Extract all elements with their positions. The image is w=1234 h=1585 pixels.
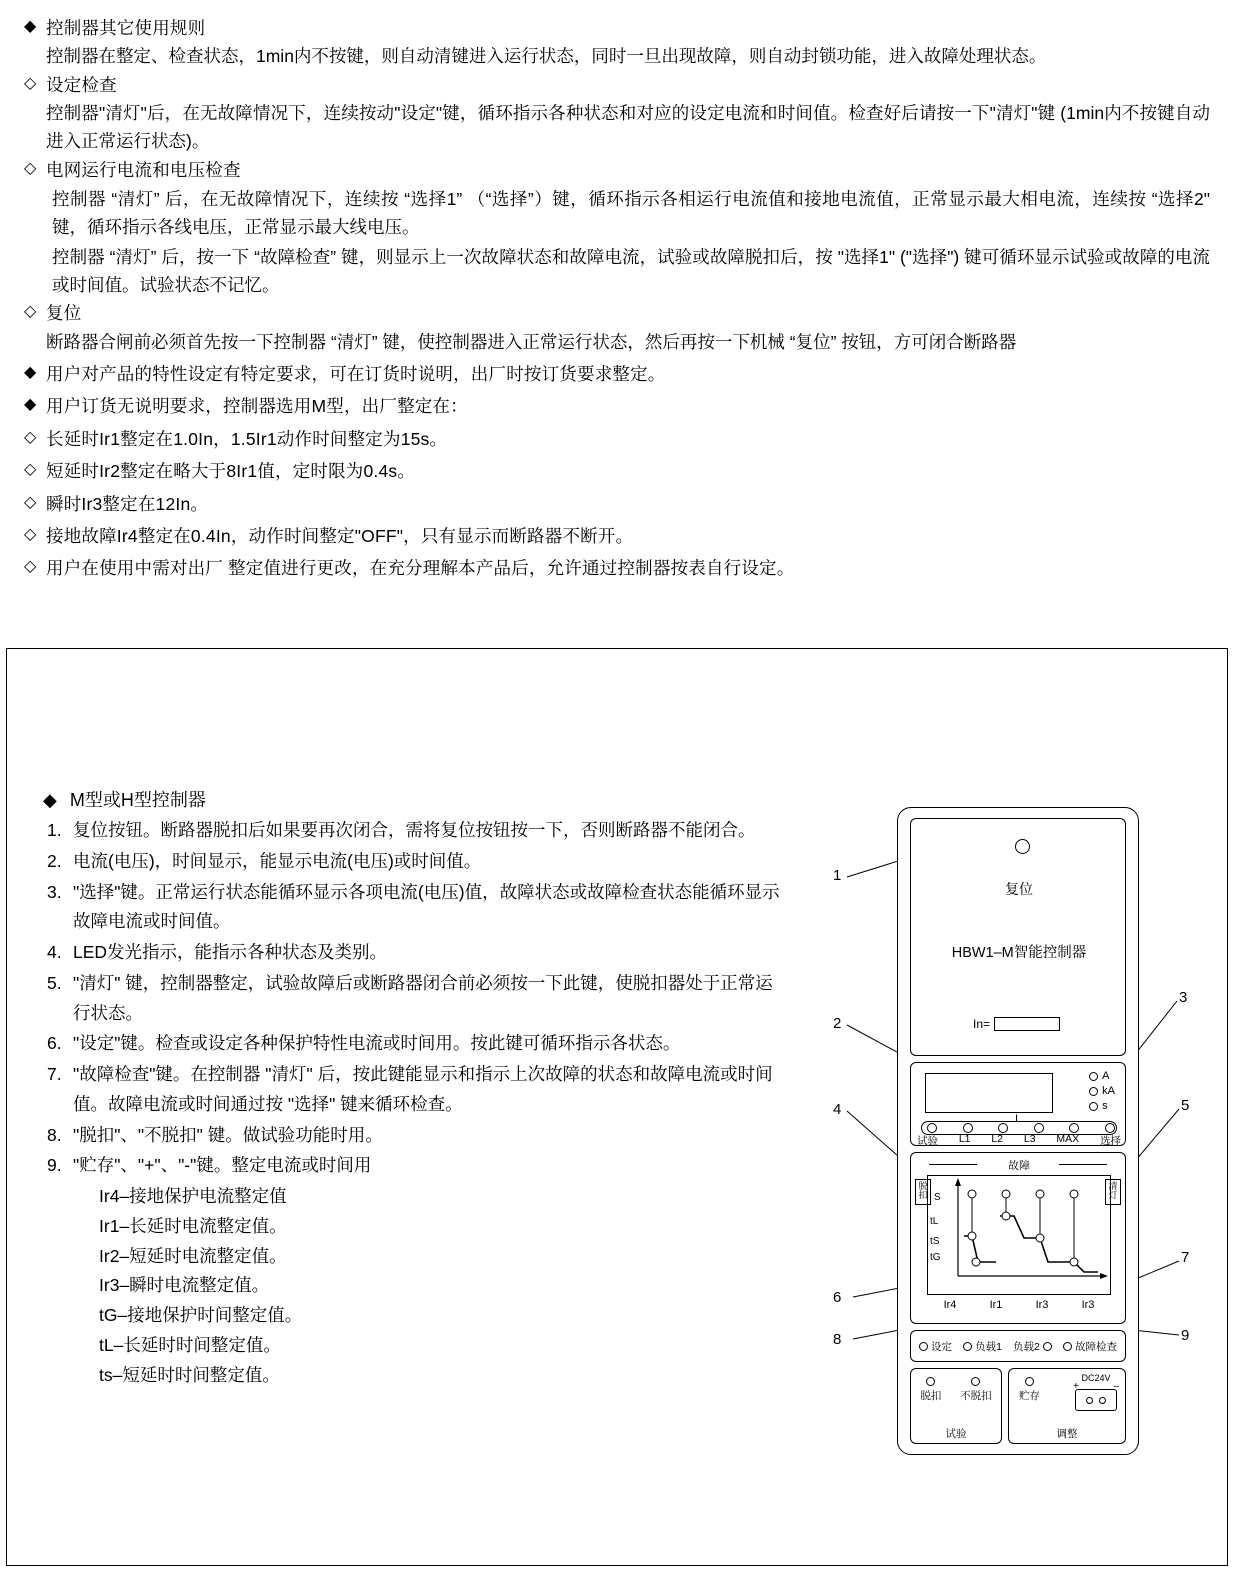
list-item-number: 8. <box>47 1124 62 1145</box>
trip-test-key[interactable] <box>920 1377 941 1403</box>
rule-body: 控制器 “清灯” 后，在无故障情况下，连续按 “选择1” （“选择”）键，循环指示各相运行电流值和接地电流值，正常显示最大相电流，连续按 “选择2" 键，循环指示各线电压，正常显示最大线电压。 <box>52 189 1210 238</box>
device-top-panel <box>910 818 1126 1056</box>
dc-terminal-minus-icon <box>1099 1397 1106 1404</box>
device-function-key-row <box>910 1330 1126 1362</box>
bullet-marker: ◇ <box>24 493 37 511</box>
curve-svg <box>928 1176 1110 1294</box>
bullet-marker: ◆ <box>24 364 37 382</box>
led-label-l2: L2 <box>991 1133 1004 1145</box>
fault-check-label: 故障检查 <box>1074 1340 1117 1353</box>
load2-label: 负载2 <box>1013 1340 1040 1353</box>
note-text: 用户订货无说明要求，控制器选用M型，出厂整定在： <box>46 396 468 417</box>
figure-title-text: M型或H型控制器 <box>69 790 206 810</box>
list-item-number: 9. <box>47 1155 62 1176</box>
figure-title <box>43 786 206 812</box>
fault-rule-right <box>1059 1164 1107 1165</box>
sub-item: tG–接地保护时间整定值。 <box>99 1305 303 1325</box>
note-item <box>24 360 1210 388</box>
bullet-marker: ◇ <box>24 74 37 92</box>
adjust-group-caption: 调整 <box>1056 1428 1078 1440</box>
fault-caption: 故障 <box>1008 1160 1030 1172</box>
no-trip-test-dot-icon <box>971 1377 980 1386</box>
list-item-text: 电流(电压)，时间显示，能显示电流(电压)或时间值。 <box>73 850 482 871</box>
reset-button-hole-icon[interactable] <box>1015 839 1030 854</box>
store-key[interactable] <box>1019 1377 1040 1403</box>
note-text: 瞬时Ir3整定在12In。 <box>46 493 209 514</box>
list-item-text: "选择"键。正常运行状态能循环显示各项电流(电压)值，故障状态或故障检查状态能循环显示故障电流或时间值。 <box>73 881 780 932</box>
rule-body: 控制器在整定、检查状态，1min内不按键，则自动清键进入运行状态，同时一旦出现故障，则自动封锁功能，进入故障处理状态。 <box>46 46 1047 67</box>
list-item-text: LED发光指示，能指示各种状态及类别。 <box>73 942 388 962</box>
sub-item: tL–长延时时间整定值。 <box>99 1334 281 1355</box>
led-test-icon <box>927 1123 937 1133</box>
controller-device-illustration <box>897 807 1139 1455</box>
list-item <box>47 1029 787 1059</box>
fault-check-dot-icon <box>1063 1342 1072 1351</box>
rule-title: 复位 <box>46 303 82 324</box>
led-l3-icon <box>1034 1123 1044 1133</box>
figure-item-list <box>47 816 787 1390</box>
list-item-text: "设定"键。检查或设定各种保护特性电流或时间用。按此键可循环指示各状态。 <box>73 1033 681 1054</box>
rule-item <box>24 14 1210 42</box>
unit-ka-label: kA <box>1102 1084 1115 1097</box>
led-l2-icon <box>998 1123 1008 1133</box>
rule-item <box>24 156 1210 184</box>
list-item <box>47 938 787 968</box>
list-item <box>47 1060 787 1120</box>
curve-x-ir3a: Ir3 <box>1035 1299 1049 1311</box>
list-item <box>47 816 787 846</box>
in-rating-row <box>973 1017 1060 1031</box>
load2-dot-icon <box>1043 1342 1052 1351</box>
sub-item: Ir3–瞬时电流整定值。 <box>99 1275 270 1296</box>
rule-title: 电网运行电流和电压检查 <box>46 159 241 180</box>
device-display-panel <box>910 1062 1126 1146</box>
unit-led-a-icon <box>1089 1072 1098 1081</box>
bullet-marker: ◇ <box>24 461 37 479</box>
test-group-caption: 试验 <box>945 1428 967 1440</box>
led-dots <box>927 1123 1115 1133</box>
test-keys <box>911 1377 1001 1403</box>
fault-check-key[interactable] <box>1063 1339 1117 1354</box>
setting-key-label: 设定 <box>931 1340 952 1353</box>
callout-9: 9 <box>1181 1327 1190 1344</box>
rule-item <box>24 71 1210 99</box>
lcd-display <box>925 1073 1053 1113</box>
bullet-marker: ◇ <box>24 525 37 543</box>
list-item <box>47 878 787 938</box>
in-value-box <box>994 1017 1060 1031</box>
led-labels <box>917 1133 1121 1148</box>
curve-x-labels <box>927 1299 1111 1311</box>
callout-4: 4 <box>833 1101 842 1118</box>
note-text: 长延时Ir1整定在1.0In，1.5Ir1动作时间整定为15s。 <box>46 428 448 449</box>
adjust-key-group <box>1008 1368 1126 1444</box>
led-l1-icon <box>963 1123 973 1133</box>
current-symbol: I <box>1015 1113 1019 1125</box>
led-select-icon[interactable] <box>1105 1123 1115 1133</box>
in-label: In= <box>973 1017 991 1031</box>
svg-text:tL: tL <box>930 1216 939 1227</box>
store-key-dot-icon <box>1025 1377 1034 1386</box>
bullet-marker: ◇ <box>24 303 37 321</box>
curve-x-ir1: Ir1 <box>989 1299 1003 1311</box>
no-trip-test-key[interactable] <box>960 1377 992 1403</box>
note-item <box>24 457 1210 485</box>
fault-rule-left <box>929 1164 977 1165</box>
dc-minus-label: – <box>1113 1381 1119 1392</box>
callout-2: 2 <box>833 1015 842 1032</box>
bullet-marker: ◆ <box>24 396 37 414</box>
note-text: 用户对产品的特性设定有特定要求，可在订货时说明，出厂时按订货要求整定。 <box>46 364 666 385</box>
rule-body: 断路器合闸前必须首先按一下控制器 “清灯” 键，使控制器进入正常运行状态，然后再按一下机械 “复位” 按钮，方可闭合断路器 <box>46 331 1017 352</box>
list-item-text: "清灯" 键，控制器整定，试验故障后或断路器闭合前必须按一下此键，使脱扣器处于正常运行状态。 <box>73 972 773 1023</box>
trip-test-dot-icon <box>926 1377 935 1386</box>
list-item-number: 7. <box>47 1064 62 1084</box>
dc-supply-label: DC24V <box>1081 1373 1111 1383</box>
list-item-number: 5. <box>47 972 62 993</box>
led-label-max: MAX <box>1056 1133 1080 1145</box>
callout-1: 1 <box>833 867 842 884</box>
callout-5: 5 <box>1181 1097 1190 1114</box>
dc-terminal-block[interactable] <box>1075 1389 1117 1411</box>
note-item <box>24 490 1210 518</box>
svg-text:tG: tG <box>930 1252 941 1263</box>
test-key-group <box>910 1368 1002 1444</box>
clear-lamp-key[interactable]: 清灯 <box>1105 1179 1121 1205</box>
sub-item: Ir4–接地保护电流整定值 <box>99 1186 287 1206</box>
callout-7: 7 <box>1181 1249 1190 1266</box>
load1-dot-icon <box>963 1342 972 1351</box>
rule-body: 控制器"清灯"后，在无故障情况下，连续按动"设定"键，循环指示各种状态和对应的设定电流和时间值。检查好后请按一下"清灯"键 (1min内不按键自动进入正常运行状态)。 <box>46 103 1210 152</box>
list-item-text: "脱扣"、"不脱扣" 键。做试验功能时用。 <box>73 1124 383 1145</box>
load1-indicator <box>963 1339 1002 1354</box>
led-label-l1: L1 <box>958 1133 971 1145</box>
protection-curve-graphic <box>927 1175 1111 1295</box>
unit-led-s-icon <box>1089 1102 1098 1111</box>
note-item <box>24 392 1210 420</box>
note-text: 用户在使用中需对出厂 整定值进行更改，在充分理解本产品后，允许通过控制器按表自行设定。 <box>46 558 795 579</box>
top-text-section <box>0 0 1234 583</box>
reset-label: 复位 <box>1005 881 1033 897</box>
device-curve-panel <box>910 1152 1126 1324</box>
svg-text:S: S <box>934 1192 941 1203</box>
dc-plus-label: + <box>1073 1381 1079 1392</box>
list-item-number: 6. <box>47 1033 62 1054</box>
list-item <box>47 1151 787 1181</box>
bullet-marker: ◇ <box>24 159 37 177</box>
store-key-label: 贮存 <box>1019 1390 1040 1402</box>
note-item <box>24 554 1210 582</box>
bullet-marker: ◆ <box>24 18 37 35</box>
note-text: 接地故障Ir4整定在0.4In，动作时间整定"OFF"，只有显示而断路器不断开。 <box>46 525 634 546</box>
no-trip-test-label: 不脱扣 <box>960 1390 992 1402</box>
list-item-number: 2. <box>47 850 62 871</box>
note-item <box>24 425 1210 453</box>
led-max-icon <box>1069 1123 1079 1133</box>
load2-indicator <box>1013 1339 1052 1354</box>
unit-indicators <box>1089 1069 1115 1114</box>
trip-test-label: 脱扣 <box>920 1390 942 1402</box>
bullet-marker: ◇ <box>24 428 37 446</box>
setting-key-dot-icon <box>919 1342 928 1351</box>
led-label-l3: L3 <box>1023 1133 1036 1145</box>
sub-item: Ir1–长延时电流整定值。 <box>99 1215 287 1236</box>
led-label-select: 选择 <box>1099 1135 1121 1147</box>
unit-s-label: s <box>1102 1099 1108 1112</box>
rule-title: 控制器其它使用规则 <box>46 18 206 38</box>
list-item-number: 1. <box>47 820 62 840</box>
list-item <box>47 969 787 1029</box>
figure-title-marker: ◆ <box>43 790 57 810</box>
rule-body: 控制器 “清灯” 后，按一下 “故障检查” 键，则显示上一次故障状态和故障电流，试验或故障脱扣后，按 "选择1" ("选择") 键可循环显示试验或故障的电流或时间值。试验状态不记忆。 <box>52 246 1210 296</box>
load1-label: 负载1 <box>975 1340 1002 1353</box>
led-label-test: 试验 <box>917 1135 938 1147</box>
list-item-text: "故障检查"键。在控制器 "清灯" 后，按此键能显示和指示上次故障的状态和故障电流或时间值。故障电流或时间通过按 "选择" 键来循环检查。 <box>73 1064 773 1114</box>
svg-text:tS: tS <box>930 1236 940 1247</box>
note-text: 短延时Ir2整定在略大于8Ir1值，定时限为0.4s。 <box>46 461 416 482</box>
sub-item: ts–短延时时间整定值。 <box>99 1364 280 1385</box>
figure-frame <box>6 648 1228 1566</box>
rule-title: 设定检查 <box>46 74 117 95</box>
device-bottom-panel <box>910 1368 1126 1444</box>
list-item-text: "贮存"、"+"、"-"键。整定电流或时间用 <box>73 1155 372 1176</box>
callout-6: 6 <box>833 1289 842 1306</box>
curve-x-ir4: Ir4 <box>943 1299 957 1311</box>
list-item-number: 4. <box>47 942 62 962</box>
list-item-text: 复位按钮。断路器脱扣后如果要再次闭合，需将复位按钮按一下，否则断路器不能闭合。 <box>73 820 756 840</box>
model-label: HBW1–M智能控制器 <box>951 945 1087 961</box>
setting-key[interactable] <box>919 1339 952 1354</box>
bullet-marker: ◇ <box>24 558 37 576</box>
dc-terminal-plus-icon <box>1086 1397 1093 1404</box>
sub-item: Ir2–短延时电流整定值。 <box>99 1245 287 1266</box>
unit-led-ka-icon <box>1089 1087 1098 1096</box>
rule-item <box>24 299 1210 327</box>
list-item <box>47 1121 787 1151</box>
curve-x-ir3b: Ir3 <box>1081 1299 1095 1311</box>
unit-a-label: A <box>1102 1070 1110 1082</box>
trip-key[interactable]: 脱扣 <box>915 1179 931 1205</box>
callout-8: 8 <box>833 1331 842 1348</box>
note-item <box>24 522 1210 550</box>
list-item-number: 3. <box>47 881 62 902</box>
callout-3: 3 <box>1179 989 1188 1006</box>
list-item <box>47 847 787 877</box>
